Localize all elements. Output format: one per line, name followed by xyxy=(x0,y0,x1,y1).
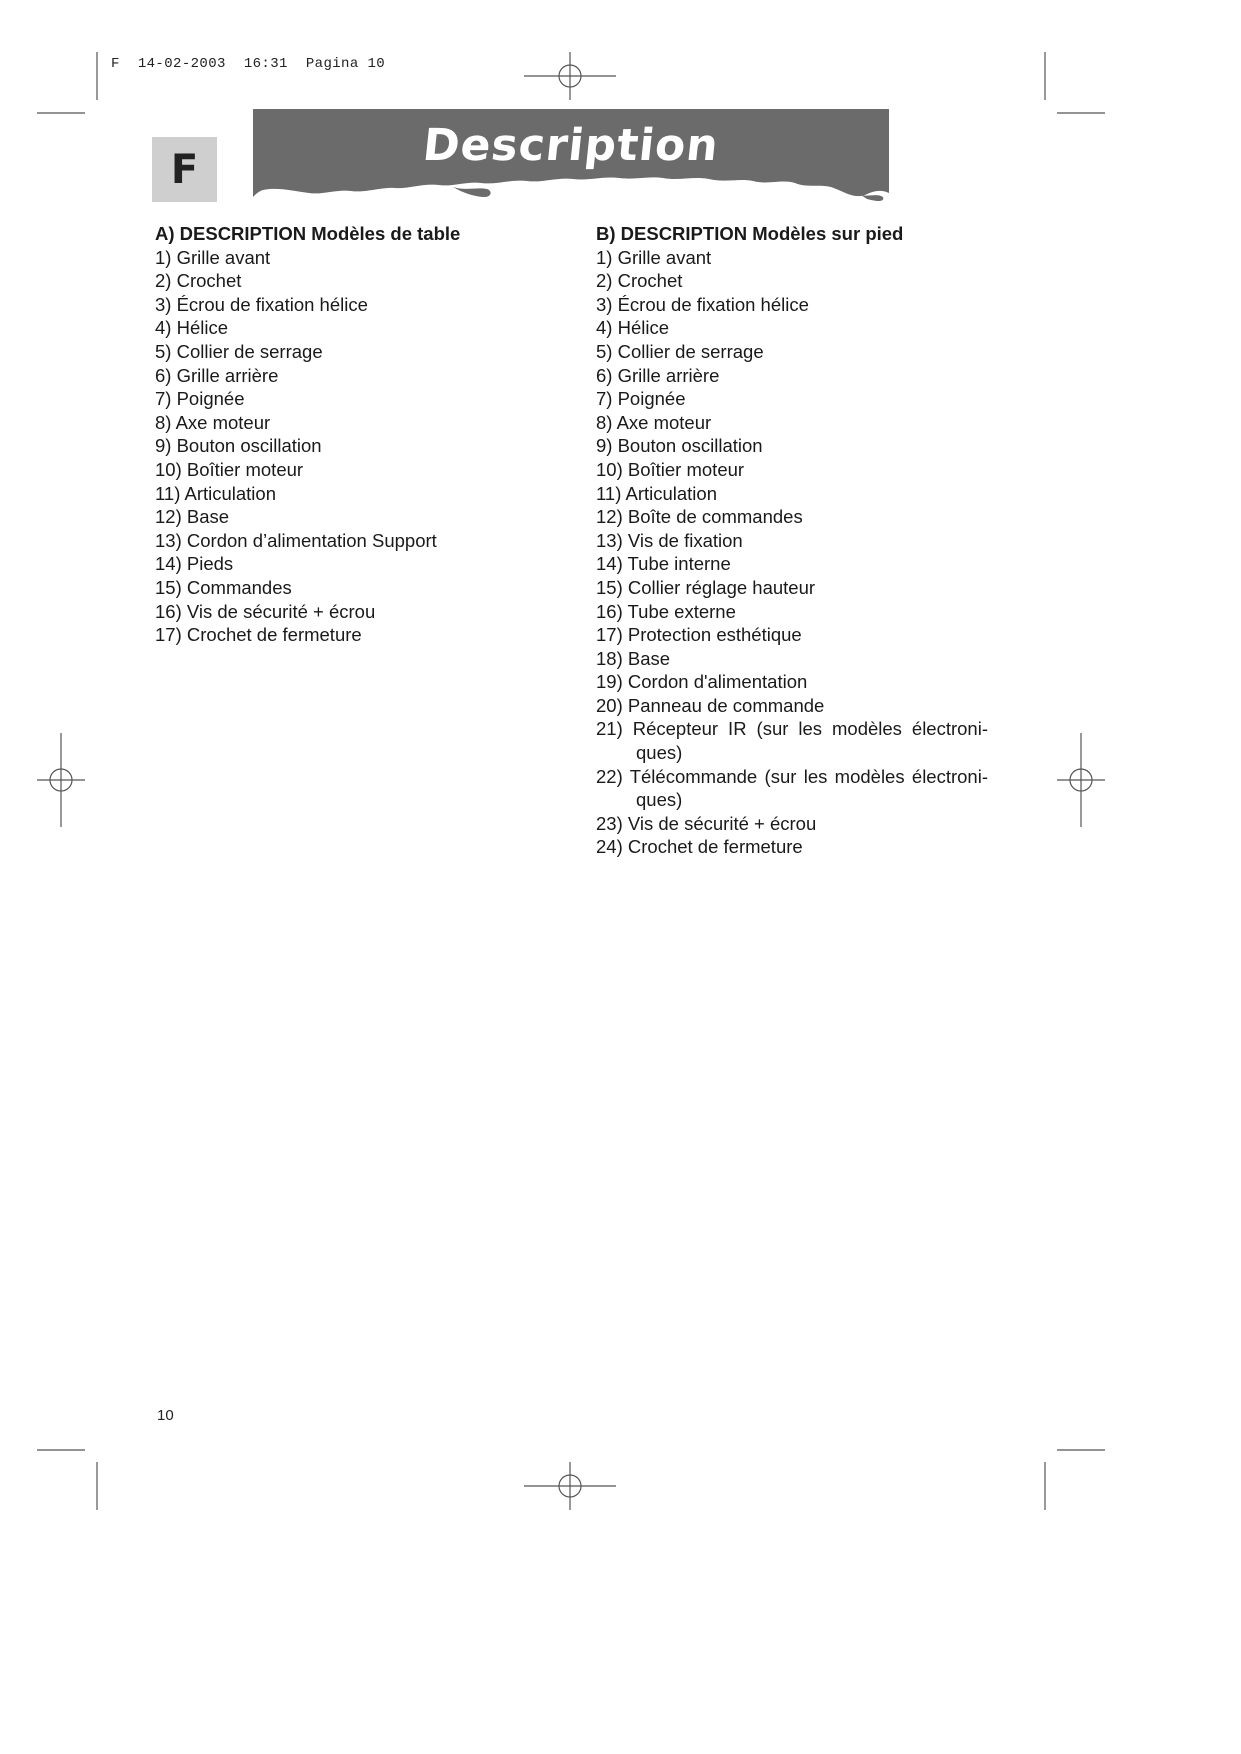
list-item: 17) Crochet de fermeture xyxy=(155,624,362,646)
table-models-list xyxy=(155,246,575,647)
list-item: 7) Poignée xyxy=(155,388,245,410)
slug-letter: F xyxy=(111,56,120,72)
list-item: 6) Grille arrière xyxy=(155,364,279,386)
list-item: 9) Bouton oscillation xyxy=(155,435,322,457)
list-item: 5) Collier de serrage xyxy=(596,340,764,362)
list-item: 14) Tube interne xyxy=(596,553,731,575)
slug-time: 16:31 xyxy=(243,56,288,72)
language-tab: F xyxy=(152,137,217,202)
list-item: 20) Panneau de commande xyxy=(596,694,825,716)
registration-mark-left xyxy=(37,733,85,827)
list-item: 15) Collier réglage hauteur xyxy=(596,576,816,598)
list-item: 4) Hélice xyxy=(155,317,228,339)
list-item: 10) Boîtier moteur xyxy=(596,458,745,480)
list-item: 8) Axe moteur xyxy=(596,411,712,433)
slug-date: 14-02-2003 xyxy=(137,56,226,72)
list-item: 13) Cordon d’alimentation Support xyxy=(155,529,437,551)
registration-mark-right xyxy=(1057,733,1105,827)
list-item: 18) Base xyxy=(596,647,671,669)
floor-models-section xyxy=(596,222,988,859)
list-item: 9) Bouton oscillation xyxy=(596,435,763,457)
list-item: 17) Protection esthétique xyxy=(596,624,802,646)
list-item: 19) Cordon d'alimentation xyxy=(596,671,808,693)
list-item: 3) Écrou de fixation hélice xyxy=(155,293,368,315)
table-models-heading: A) DESCRIPTION Modèles de table xyxy=(155,223,461,244)
list-item: 12) Base xyxy=(155,506,230,528)
page-title: Description xyxy=(420,120,722,171)
list-item: 12) Boîte de commandes xyxy=(596,506,803,528)
list-item: 16) Vis de sécurité + écrou xyxy=(155,600,376,622)
list-item: 23) Vis de sécurité + écrou xyxy=(596,812,817,834)
list-item: 21) Récepteur IR (sur les modèles électroni-ques) xyxy=(596,718,988,764)
list-item: 14) Pieds xyxy=(155,553,234,575)
list-item: 5) Collier de serrage xyxy=(155,340,323,362)
list-item: 10) Boîtier moteur xyxy=(155,458,304,480)
floor-models-heading: B) DESCRIPTION Modèles sur pied xyxy=(596,223,904,244)
list-item: 3) Écrou de fixation hélice xyxy=(596,293,809,315)
list-item: 15) Commandes xyxy=(155,576,292,598)
list-item: 1) Grille avant xyxy=(155,246,271,268)
floor-models-list xyxy=(596,246,988,859)
registration-mark-top xyxy=(524,52,616,100)
table-models-section xyxy=(155,222,575,647)
list-item: 8) Axe moteur xyxy=(155,411,271,433)
list-item: 2) Crochet xyxy=(155,270,242,292)
list-item: 1) Grille avant xyxy=(596,246,712,268)
list-item: 22) Télécommande (sur les modèles électroni-ques) xyxy=(596,765,988,811)
page-number: 10 xyxy=(157,1407,174,1424)
list-item: 16) Tube externe xyxy=(596,600,736,622)
list-item: 13) Vis de fixation xyxy=(596,529,743,551)
list-item: 24) Crochet de fermeture xyxy=(596,836,803,858)
list-item: 6) Grille arrière xyxy=(596,364,720,386)
slug-page-label: Pagina 10 xyxy=(305,56,386,72)
list-item: 7) Poignée xyxy=(596,388,686,410)
registration-mark-bottom xyxy=(524,1462,616,1510)
list-item: 2) Crochet xyxy=(596,270,683,292)
list-item: 11) Articulation xyxy=(596,482,717,504)
list-item: 4) Hélice xyxy=(596,317,669,339)
list-item: 11) Articulation xyxy=(155,482,276,504)
